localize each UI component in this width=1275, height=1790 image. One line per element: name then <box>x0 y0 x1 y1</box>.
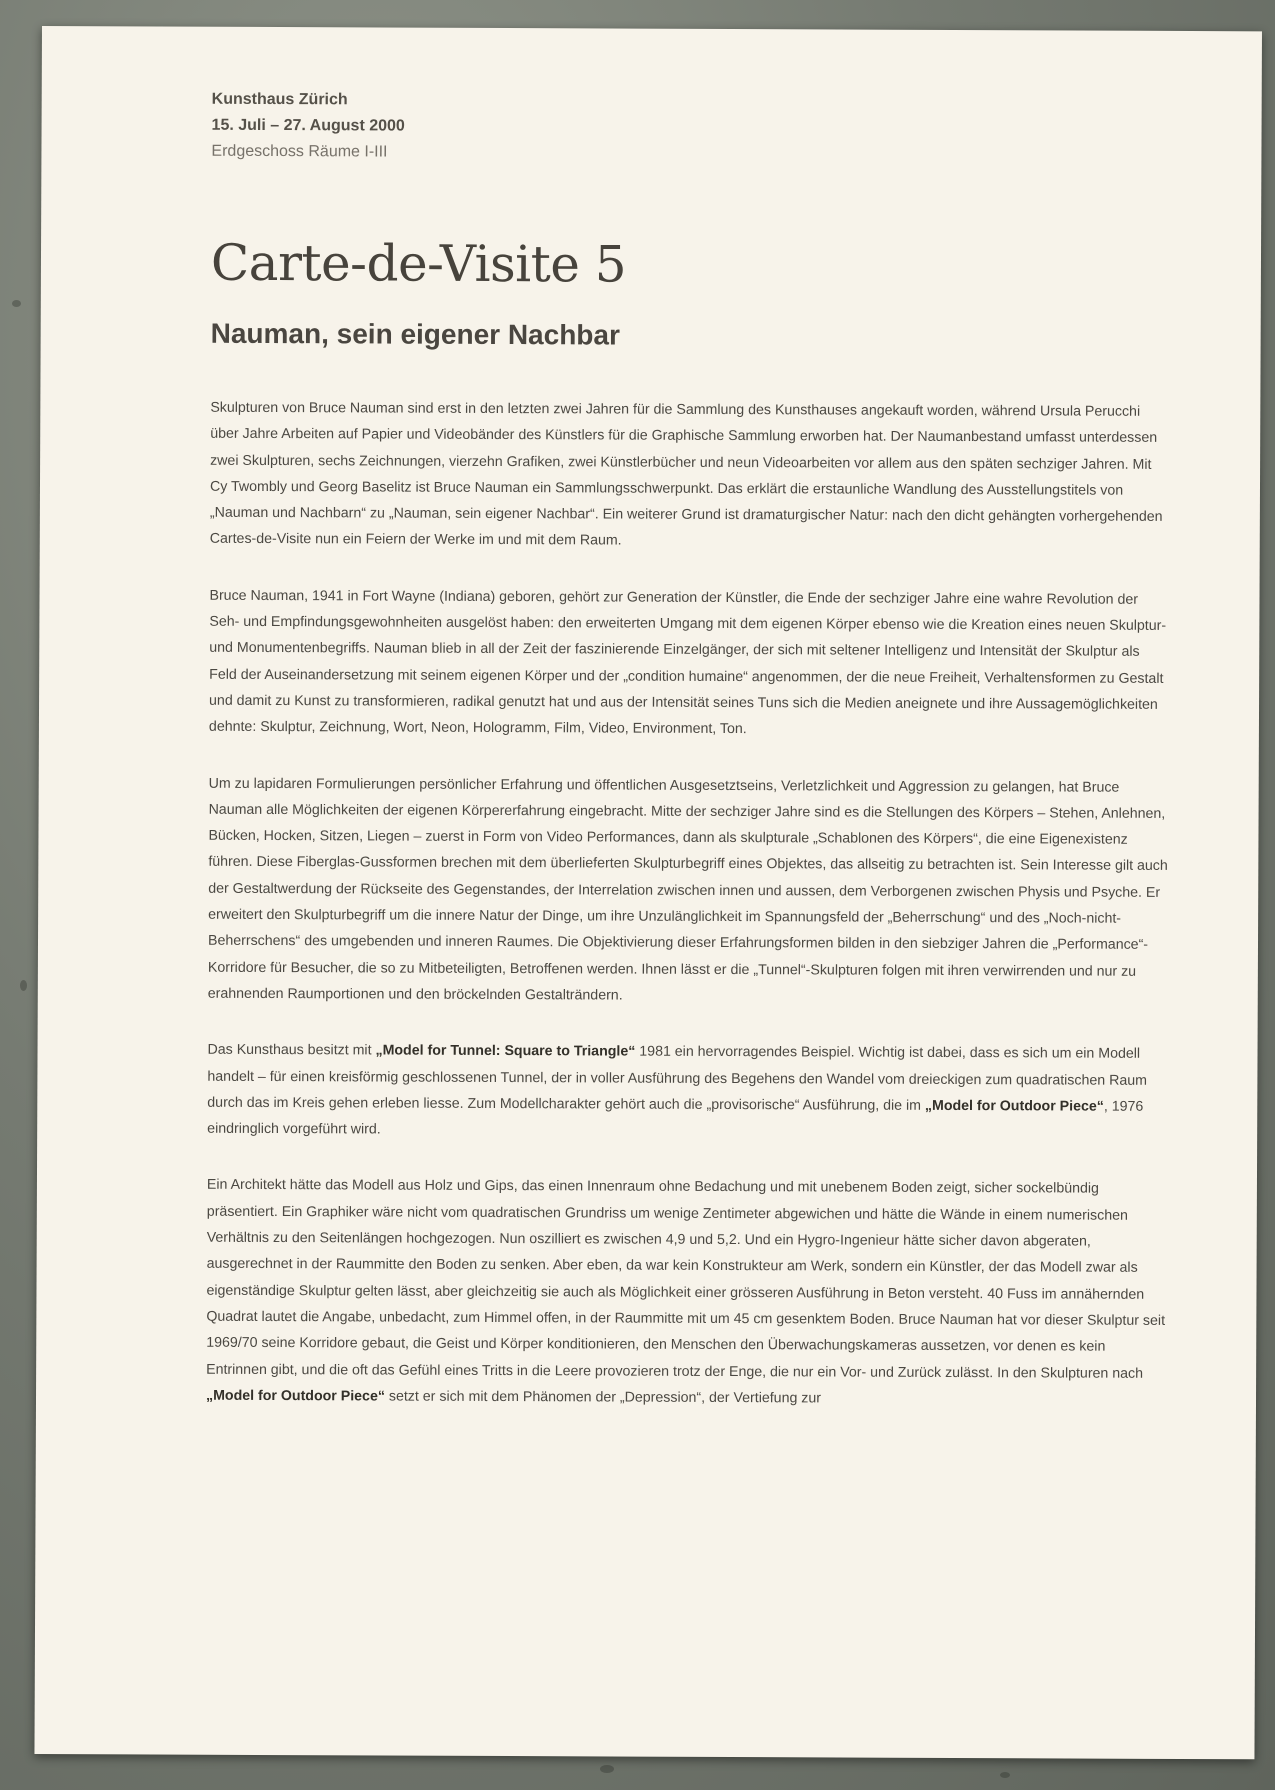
paragraph-text: 1981 ein hervorragendes Beispiel. Wichtig ist dabei, dass es sich um ein Modell handelt – für einen kreisförmig geschlossenen Tunnel, der in voller Ausführung des Begehens den Wandel vom dreieckigen zum quadratischen Raum durch das im Kreis gehen erleben liesse. Zum Modellcharakter gehört auch die „provisorische“ Ausführung, die im <box>207 1043 1148 1114</box>
paragraph-text: setzt er sich mit dem Phänomen der „Depression“, der Vertiefung zur <box>384 1388 822 1407</box>
body-text <box>206 395 1170 1413</box>
paragraph-text: Das Kunsthaus besitzt mit <box>207 1041 376 1059</box>
wall-texture <box>1000 1772 1010 1778</box>
wall-texture <box>20 980 27 991</box>
printed-sheet <box>34 26 1262 1759</box>
wall-texture <box>600 1765 614 1773</box>
page-subtitle: Nauman, sein eigener Nachbar <box>210 317 620 351</box>
venue-block <box>211 87 1171 169</box>
exhibition-rooms: Erdgeschoss Räume I-III <box>211 142 388 161</box>
paragraph-text: Skulpturen von Bruce Nauman sind erst in den letzten zwei Jahren für die Sammlung des Kunsthauses angekauft worden, während Ursula Perucchi über Jahre Arbeiten auf Papier und Videobänder des Künstlers für die Graphische Sammlung erworben hat. Der Naumanbestand umfasst unterdessen zwei Skulpturen, sechs Zeichnungen, vierzehn Grafiken, zwei Künstlerbücher und neun Videoarbeiten vor allem aus den späten sechziger Jahren. Mit Cy Twombly und Georg Baselitz ist Bruce Nauman ein Sammlungsschwerpunkt. Das erklärt die erstaunliche Wandlung des Ausstellungstitels von „Nauman und Nachbarn“ zu „Nauman, sein eigener Nachbar“. Ein weiterer Grund ist dramaturgischer Natur: nach den dicht gehängten vorhergehenden Cartes-de-Visite nun ein Feiern der Werke im und mit dem Raum. <box>209 399 1163 550</box>
page-title: Carte-de-Visite 5 <box>210 233 627 294</box>
sheet-content <box>206 87 1172 1443</box>
body-paragraph <box>209 583 1170 745</box>
work-title: „Model for Outdoor Piece“ <box>924 1097 1104 1115</box>
work-title: „Model for Tunnel: Square to Triangle“ <box>375 1042 636 1060</box>
venue-name: Kunsthaus Zürich <box>211 90 348 109</box>
body-paragraph <box>210 395 1171 557</box>
paragraph-text: Um zu lapidaren Formulierungen persönlicher Erfahrung und öffentlichen Ausgesetztseins, Verletzlichkeit und Aggression zu gelangen, hat Bruce Nauman alle Möglichkeiten der eigenen Körpererfahrung eingebracht. Mitte der sechziger Jahre sind es die Stellungen des Körpers – Stehen, Anlehnen, Bücken, Hocken, Sitzen, Liegen – zuerst in Form von Video Performances, dann als skulpturale „Schablonen des Körpers“, die eine Eigenexistenz führen. Diese Fiberglas-Gussformen brechen mit dem überlieferten Skulpturbegriff eines Objektes, das allseitig zu betrachten ist. Sein Interesse gilt auch der Gestaltwerdung der Rückseite des Gegenstandes, der Interrelation zwischen innen und aussen, dem Verborgenen zwischen Physis und Psyche. Er erweitert den Skulpturbegriff um die innere Natur der Dinge, um ihre Unzulänglichkeit im Spannungsfeld der „Beherrschung“ und des „Noch-nicht-Beherrschens“ des umgebenden und inneren Raumes. Die Objektivierung dieser Erfahrungsformen bilden in den siebziger Jahren die „Performance“-Korridore für Besucher, die so zu Mitbeteiligten, Betroffenen werden. Ihnen lässt er die „Tunnel“-Skulpturen folgen mit ihren verwirrenden und nur zu erahnenden Raumportionen und den bröckelnden Gestalträndern. <box>207 775 1168 1004</box>
body-paragraph <box>206 1172 1167 1413</box>
paragraph-text: Ein Architekt hätte das Modell aus Holz und Gips, das einen Innenraum ohne Bedachung und mit unebenem Boden zeigt, sicher sockelbündig präsentiert. Ein Graphiker wäre nicht vom quadratischen Grundriss um wenige Zentimeter abgewichen und hätte die Wände in einem numerischen Verhältnis zu den Seitenlängen hochgezogen. Nun oszilliert es zwischen 4,9 und 5,2. Und ein Hygro-Ingenieur hätte sicher davon abgeraten, ausgerechnet in der Raummitte den Boden zu senken. Aber eben, da war kein Konstrukteur am Werk, sondern ein Künstler, der das Modell zwar als eigenständige Skulptur gelten lässt, aber gleichzeitig sie auch als Möglichkeit einer grösseren Ausführung in Beton versteht. 40 Fuss im annähernden Quadrat lautet die Angabe, unbedacht, zum Himmel offen, in der Raummitte mit um 45 cm gesenktem Boden. Bruce Nauman hat vor dieser Skulptur seit 1969/70 seine Korridore gebaut, die Geist und Körper konditionieren, den Menschen den Überwachungskameras aussetzen, vor denen es kein Entrinnen gibt, und die oft das Gefühl eines Tritts in die Leere provozieren trotz der Enge, die nur ein Vor- und Zurück zulässt. In den Skulpturen nach <box>206 1177 1166 1382</box>
body-paragraph <box>207 1037 1167 1146</box>
exhibition-dates: 15. Juli – 27. August 2000 <box>211 116 405 135</box>
paragraph-text: Bruce Nauman, 1941 in Fort Wayne (Indiana) geboren, gehört zur Generation der Künstler, die Ende der sechziger Jahre eine wahre Revolution der Seh- und Empfindungsgewohnheiten ausgelöst haben: den erweiterten Umgang mit dem eigenen Körper ebenso wie die Kreation eines neuen Skulptur- und Monumentenbegriffs. Nauman blieb in all der Zeit der faszinierende Einzelgänger, der sich mit seltener Intelligenz und Intensität der Skulptur als Feld der Auseinandersetzung mit seinem eigenen Körper und der „condition humaine“ angenommen, der die neue Freiheit, Verhaltensformen zu Gestalt und damit zu Kunst zu transformieren, radikal genutzt hat und aus der Intensität seines Tuns sich die Medien aneignete und ihre Aussagemöglichkeiten dehnte: Skulptur, Zeichnung, Wort, Neon, Hologramm, Film, Video, Environment, Ton. <box>208 587 1167 738</box>
body-paragraph <box>208 770 1169 1011</box>
work-title: „Model for Outdoor Piece“ <box>205 1387 385 1405</box>
paragraph-text: , 1976 eindringlich vorgeführt wird. <box>207 1098 1144 1138</box>
wall-texture <box>12 300 21 307</box>
